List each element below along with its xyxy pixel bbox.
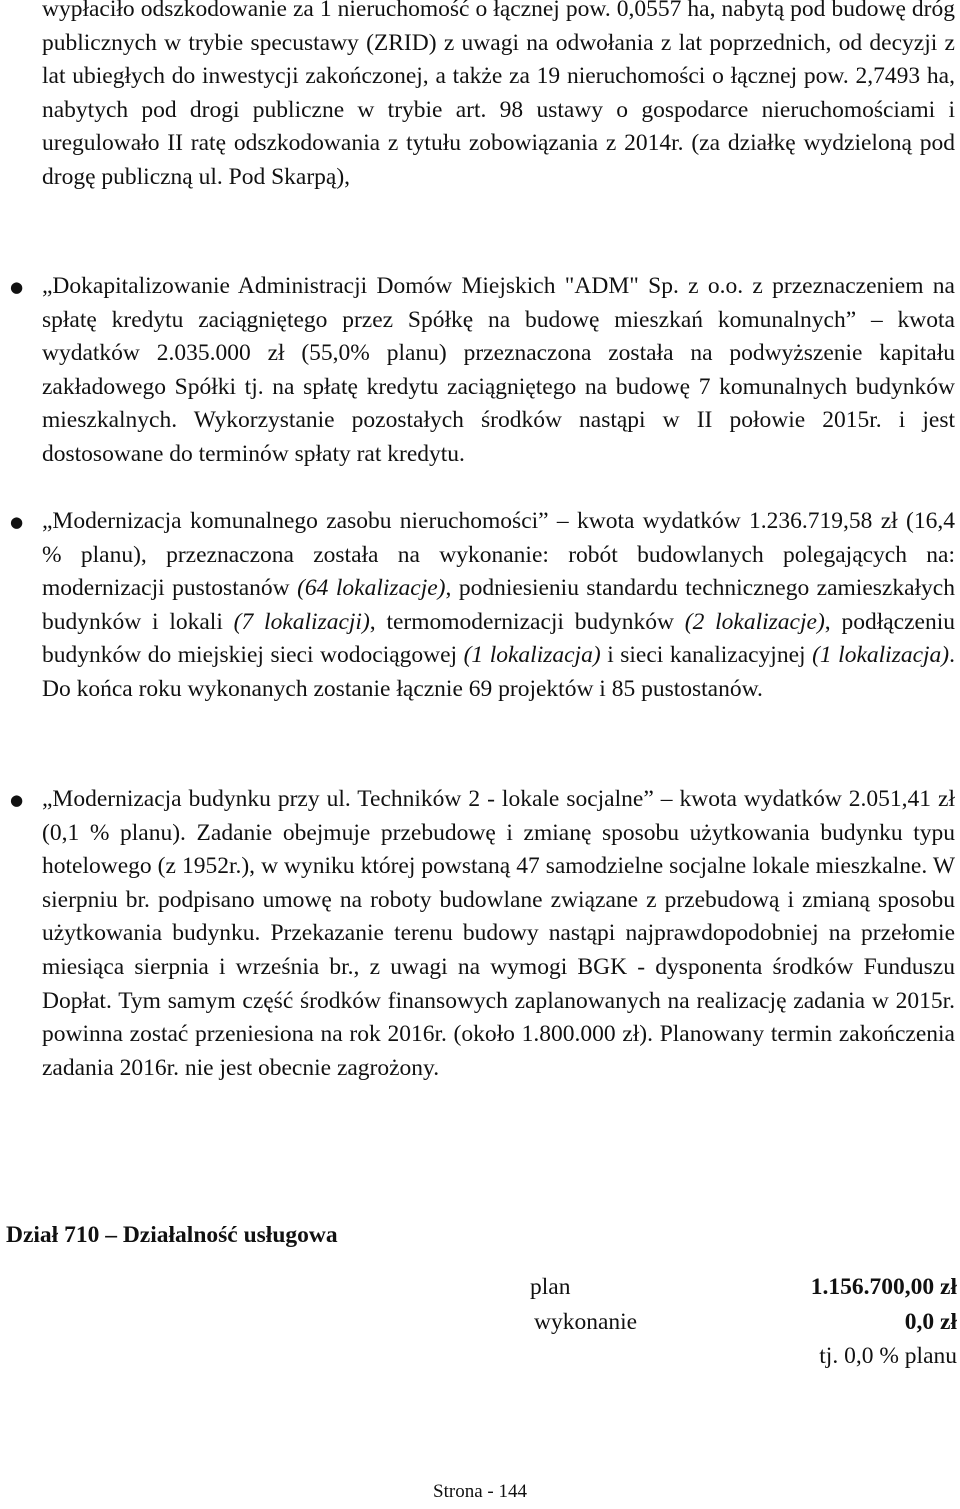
section-title: Dział 710 – Działalność usługowa: [6, 1222, 338, 1248]
plan-label: plan: [530, 1274, 571, 1300]
bullet-italic-part: (1 lokalizacja): [812, 642, 950, 669]
bullet-text-part: „Modernizacja komunalnego zasobu nieruchomości” – kwota wydatków 1.236.719,58 zł (16,4 % planu), przeznaczona została na wykonanie: robót budowlanych polegających na: modernizacji pustostanów: [42, 508, 955, 602]
plan-value: 1.156.700,00 zł: [810, 1274, 957, 1300]
bullet-item-techników: [10, 783, 955, 1085]
percent-row: [530, 1340, 957, 1375]
execution-label: wykonanie: [534, 1308, 638, 1335]
page-number: Strona - 144: [433, 1481, 527, 1502]
bullet-text-part: , termomodernizacji budynków: [369, 608, 685, 635]
bullet-text: „Modernizacja budynku przy ul. Techników 2 - lokale socjalne” – kwota wydatków 2.051,41 zł (0,1 % planu). Zadanie obejmuje przebudowę i zmianę sposobu użytkowania budynku typu hotelowego (z 1952r.), w wyniku której powstaną 47 samodzielne socjalne lokale mieszkalne. W sierpniu br. podpisano umowę na roboty budowlane związane z przebudową i zmianą sposobu użytkowania budynku. Przekazanie terenu budowy nastąpi najprawdopodobniej na przełomie miesiąca sierpnia i września br., z uwagi na wymogi BGK - dysponenta środków Funduszu Dopłat. Tym samym część środków finansowych zaplanowanych na realizację zadania w 2015r. powinna zostać przeniesiona na rok 2016r. (około 1.800.000 zł). Planowany termin zakończenia zadania 2016r. nie jest obecnie zagrożony.: [42, 786, 955, 1081]
bullet-icon: ●: [10, 791, 24, 809]
execution-row: [530, 1306, 957, 1341]
percent-text: tj. 0,0 % planu: [819, 1343, 957, 1370]
bullet-text-part: . Do końca roku wykonanych zostanie łącznie 69 projektów i 85 pustostanów.: [42, 642, 956, 702]
plan-row: [530, 1271, 957, 1306]
execution-value: 0,0 zł: [904, 1308, 957, 1335]
budget-summary: [530, 1271, 957, 1375]
intro-paragraph: wypłaciło odszkodowanie za 1 nieruchomość o łącznej pow. 0,0557 ha, nabytą pod budowę dróg publicznych w trybie specustawy (ZRID) z uwagi na odwołania z lat poprzednich, od decyzji z lat ubiegłych do inwestycji zakończonej, a także za 19 nieruchomości o łącznej pow. 2,7493 ha, nabytych pod drogi publiczne w trybie art. 98 ustawy o gospodarce nieruchomościami i uregulowało II ratę odszkodowania z tytułu zobowiązania z 2014r. (za działkę wydzieloną pod drogę publiczną ul. Pod Skarpą),: [42, 0, 955, 190]
bullet-text-part: i sieci kanalizacyjnej: [600, 642, 813, 669]
bullet-text-part: , podniesieniu standardu technicznego zamieszkałych budynków i lokali: [42, 575, 955, 635]
bullet-item-adm: [10, 270, 955, 472]
bullet-text-part: , podłączeniu budynków do miejskiej sieci wodociągowej: [42, 608, 955, 669]
bullet-item-modernizacja-zasobu: [10, 505, 956, 707]
bullet-text: „Dokapitalizowanie Administracji Domów Miejskich "ADM" Sp. z o.o. z przeznaczeniem na spłatę kredytu zaciągniętego przez Spółkę na budowę mieszkań komunalnych” – kwota wydatków 2.035.000 zł (55,0% planu) przeznaczona została na podwyższenie kapitału zakładowego Spółki tj. na spłatę kredytu zaciągniętego na budowę 7 komunalnych budynków mieszkalnych. Wykorzystanie pozostałych środków nastąpi w II połowie 2015r. i jest dostosowane do terminów spłaty rat kredytu.: [42, 273, 955, 467]
bullet-italic-part: (64 lokalizacje): [297, 575, 446, 602]
page-footer: [0, 1480, 960, 1504]
bullet-italic-part: (7 lokalizacji): [233, 608, 370, 635]
bullet-icon: ●: [10, 513, 24, 531]
bullet-italic-part: (2 lokalizacje): [684, 608, 825, 635]
bullet-italic-part: (1 lokalizacja): [463, 642, 601, 669]
bullet-icon: ●: [10, 278, 24, 296]
